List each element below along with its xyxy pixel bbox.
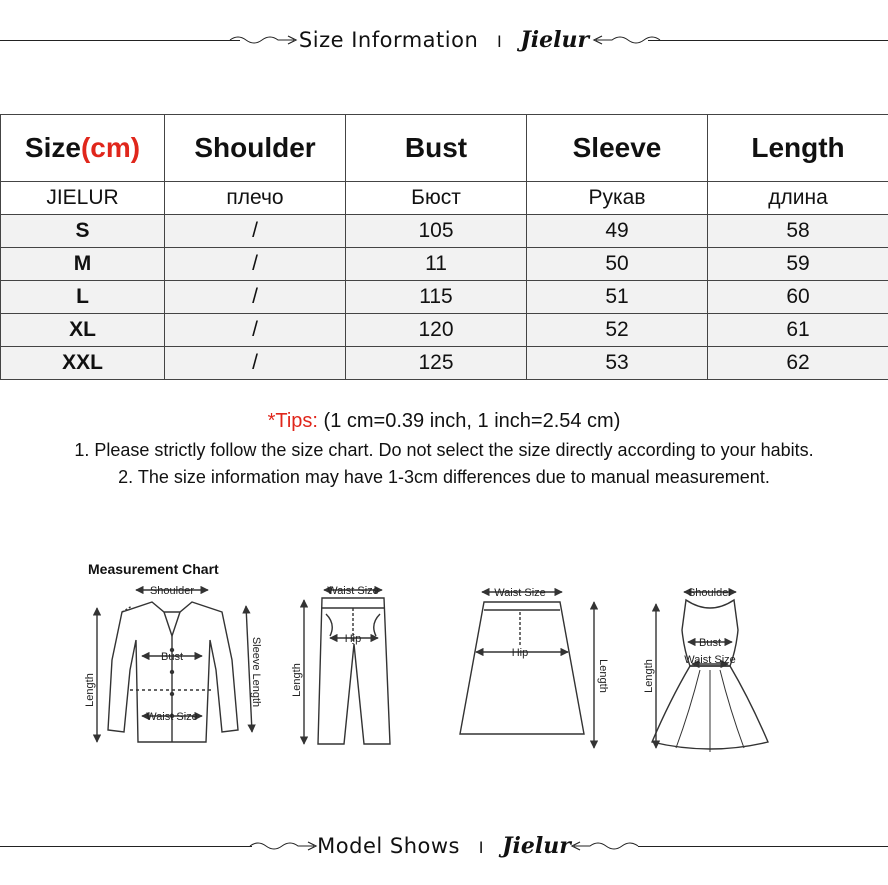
- skirt-waist-label: Waist Size: [494, 587, 546, 599]
- cell-sleeve: 51: [527, 281, 708, 314]
- header-sleeve: Sleeve: [527, 115, 708, 182]
- tip-1: 1. Please strictly follow the size chart. Do not select the size directly according to your habits.: [74, 440, 814, 460]
- cell-shoulder: /: [165, 347, 346, 380]
- cell-sleeve: 52: [527, 314, 708, 347]
- brand-logo: Jielur: [502, 833, 571, 859]
- sub-brand: JIELUR: [1, 182, 165, 215]
- cell-size: L: [1, 281, 165, 314]
- header-bust: Bust: [346, 115, 527, 182]
- cell-size: XXL: [1, 347, 165, 380]
- cell-bust: 105: [346, 215, 527, 248]
- shirt-waist-label: Waist Size: [146, 711, 198, 723]
- tip-2: 2. The size information may have 1-3cm differences due to manual measurement.: [118, 467, 770, 487]
- cell-length: 60: [708, 281, 888, 314]
- shirt-length-label: Length: [84, 673, 96, 707]
- cell-size: S: [1, 215, 165, 248]
- shirt-shoulder-label: Shoulder: [149, 585, 195, 597]
- cell-length: 58: [708, 215, 888, 248]
- cell-length: 62: [708, 347, 888, 380]
- model-shows-header: [0, 831, 888, 861]
- header-shoulder: Shoulder: [165, 115, 346, 182]
- sub-length: длина: [708, 182, 888, 215]
- header-unit: (cm): [80, 132, 141, 163]
- pants-length-label: Length: [291, 663, 303, 697]
- header-separator: I: [478, 838, 484, 857]
- cell-bust: 125: [346, 347, 527, 380]
- cell-bust: 11: [346, 248, 527, 281]
- dress-bust-label: Bust: [698, 637, 722, 649]
- cell-length: 59: [708, 248, 888, 281]
- tips-conversion: (1 cm=0.39 inch, 1 inch=2.54 cm): [318, 410, 621, 432]
- cell-shoulder: /: [165, 314, 346, 347]
- cell-size: M: [1, 248, 165, 281]
- pants-diagram: [304, 590, 390, 744]
- sub-sleeve: Рукав: [527, 182, 708, 215]
- dress-shoulder-label: Shoulder: [687, 587, 733, 599]
- cell-sleeve: 53: [527, 347, 708, 380]
- header-title: Size Information: [298, 28, 479, 52]
- cell-sleeve: 50: [527, 248, 708, 281]
- shirt-bust-label: Bust: [160, 651, 184, 663]
- sub-shoulder: плечо: [165, 182, 346, 215]
- brand-logo: Jielur: [520, 27, 590, 53]
- skirt-length-label: Length: [597, 659, 609, 693]
- tips-label: *Tips:: [267, 410, 318, 432]
- cell-length: 61: [708, 314, 888, 347]
- pants-hip-label: Hip: [344, 633, 362, 645]
- cell-size: XL: [1, 314, 165, 347]
- header-separator: I: [496, 32, 502, 51]
- cell-shoulder: /: [165, 215, 346, 248]
- cell-shoulder: /: [165, 281, 346, 314]
- header-size: Size(cm): [1, 115, 165, 182]
- dress-waist-label: Waist Size: [684, 654, 736, 666]
- measurement-chart-title: Measurement Chart: [88, 561, 219, 577]
- pants-waist-label: Waist Size: [327, 585, 379, 597]
- sub-bust: Бюст: [346, 182, 527, 215]
- dress-length-label: Length: [643, 659, 655, 693]
- shirt-sleeve-label: Sleeve Length: [250, 636, 262, 708]
- header-length: Length: [708, 115, 888, 182]
- skirt-hip-label: Hip: [511, 647, 529, 659]
- header-title: Model Shows: [317, 834, 461, 858]
- dress-diagram: [652, 592, 768, 752]
- cell-sleeve: 49: [527, 215, 708, 248]
- cell-bust: 115: [346, 281, 527, 314]
- skirt-diagram: [460, 592, 594, 748]
- cell-shoulder: /: [165, 248, 346, 281]
- cell-bust: 120: [346, 314, 527, 347]
